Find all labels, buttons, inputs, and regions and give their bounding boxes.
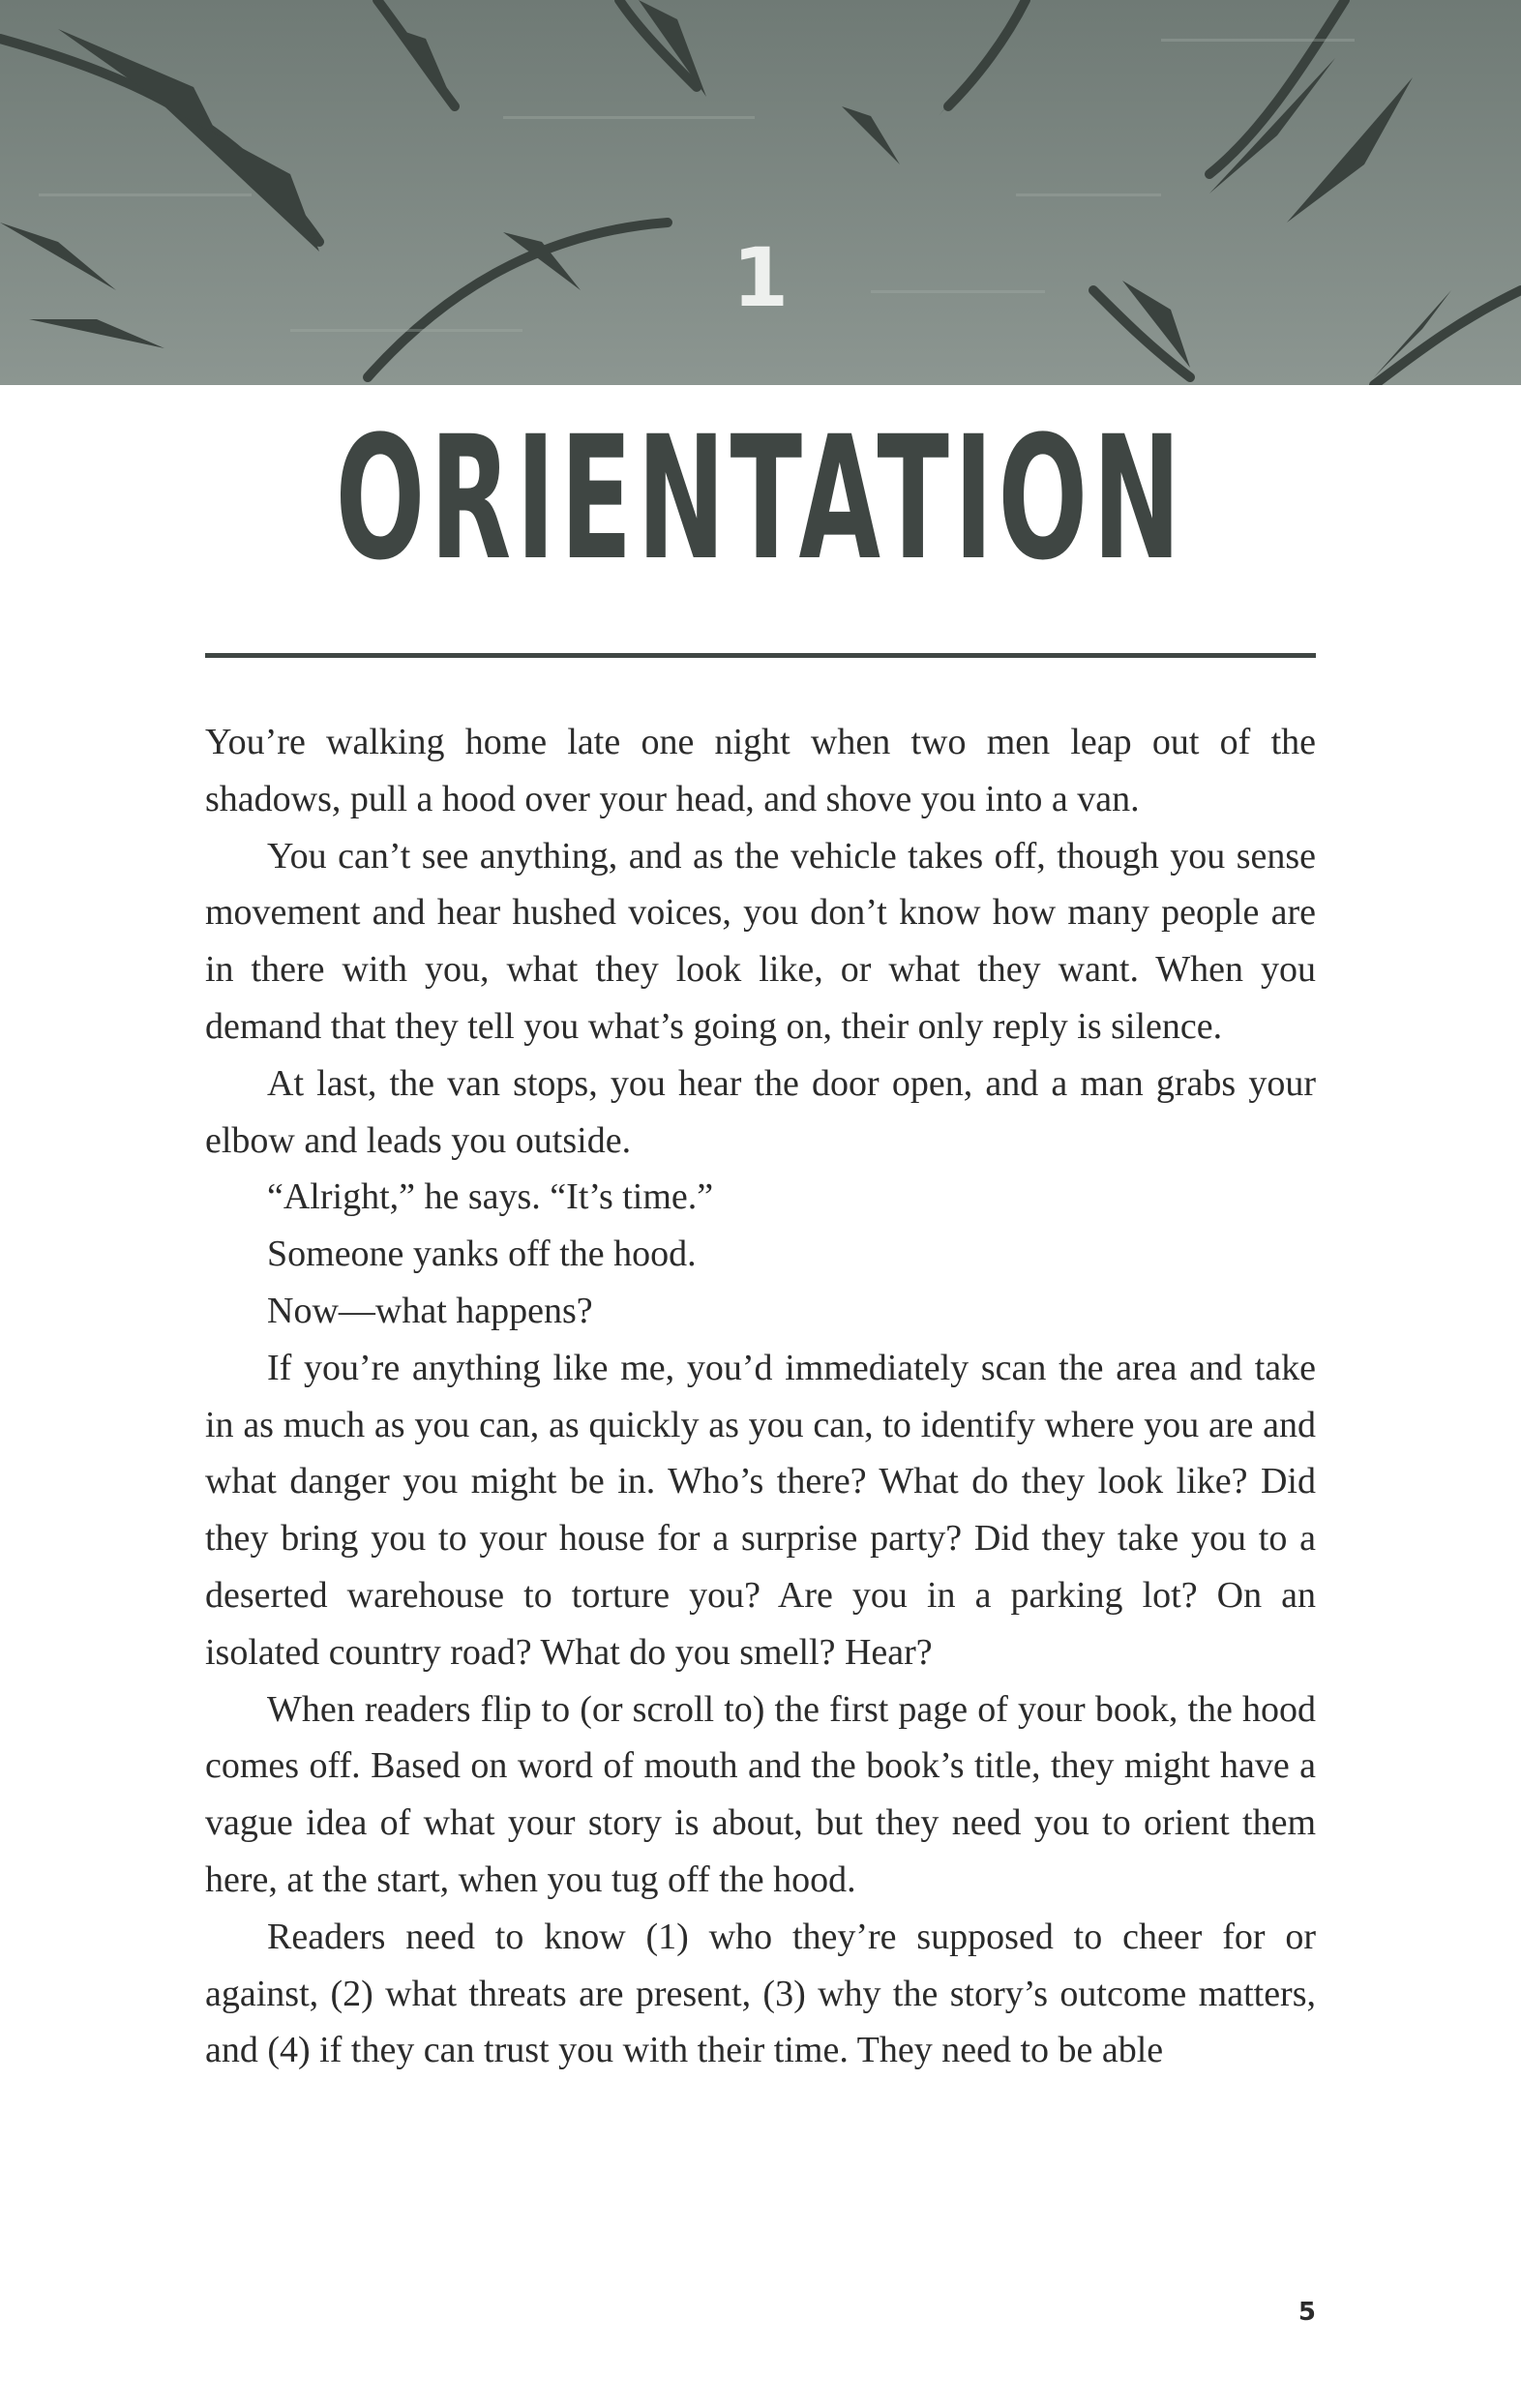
paragraph: You can’t see anything, and as the vehicle takes off, though you sense movement and hear hushed voices, you don’t know how many people are in there with you, what they look like, or what they want. When you demand that they tell you what’s going on, their only reply is silence. [205,835,1316,1047]
paragraph: When readers flip to (or scroll to) the first page of your book, the hood comes off. Based on word of mouth and the book’s title, they might have a vague idea of what your story is about, but they need you to orient them here, at the start, when you tug off the hood. [205,1688,1316,1900]
title-divider [205,653,1316,658]
chapter-number: 1 [731,230,790,325]
paragraph: Someone yanks off the hood. [267,1234,697,1275]
paragraph: Readers need to know (1) who they’re supposed to cheer for or against, (2) what threats are present, (3) why the story’s outcome matters, and (4) if they can trust you with their time. They need to be able [205,1916,1316,2071]
paragraph: Now—what happens? [267,1290,593,1331]
body-text [205,714,1316,2079]
paragraph: If you’re anything like me, you’d immediately scan the area and take in as much as you can, as quickly as you can, to identify where you are and what danger you might be in. Who’s there? What do they look like? Did they bring you to your house for a surprise party? Did they take you to a deserted warehouse to torture you? Are you in a parking lot? On an isolated country road? What do you smell? Hear? [205,1347,1316,1673]
page-number: 5 [1297,2298,1316,2327]
chapter-banner [0,0,1521,385]
paragraph: You’re walking home late one night when two men leap out of the shadows, pull a hood over your head, and shove you into a van. [205,722,1316,819]
paragraph: At last, the van stops, you hear the door open, and a man grabs your elbow and leads you outside. [205,1062,1316,1161]
paragraph: “Alright,” he says. “It’s time.” [267,1176,714,1218]
leaf-branch-illustration [0,0,1521,385]
chapter-title: ORIENTATION [335,400,1186,598]
